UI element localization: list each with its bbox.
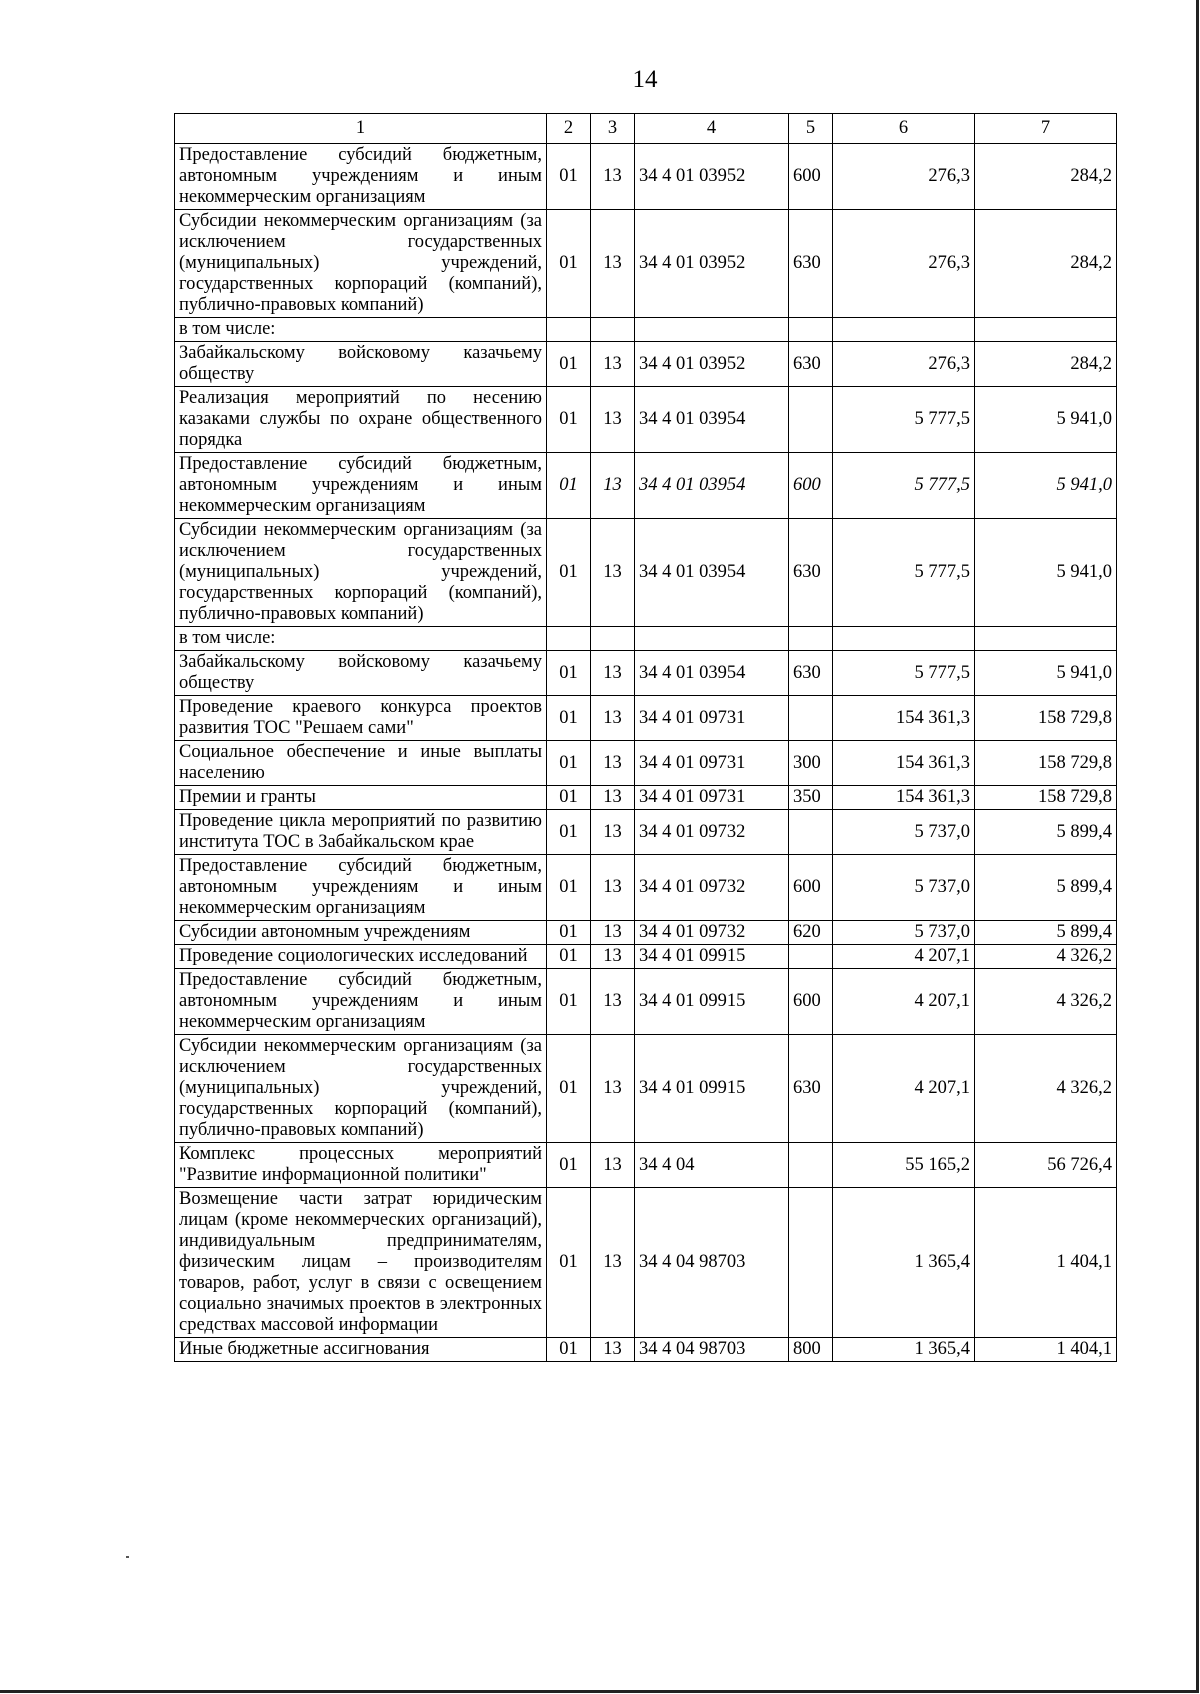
target-article-cell: 34 4 01 09731: [635, 741, 789, 786]
subsection-cell: 13: [591, 921, 635, 945]
subsection-cell: 13: [591, 519, 635, 627]
row-name-cell: Иные бюджетные ассигнования: [175, 1338, 547, 1362]
header-cell: 3: [591, 114, 635, 144]
header-row: [175, 114, 1117, 144]
expense-type-cell: 300: [789, 741, 833, 786]
target-article-cell: 34 4 01 09915: [635, 969, 789, 1035]
table-row: [175, 519, 1117, 627]
amount-year2-cell: 5 899,4: [975, 921, 1117, 945]
amount-year1-cell: 276,3: [833, 342, 975, 387]
expense-type-cell: 630: [789, 519, 833, 627]
expense-type-cell: [789, 696, 833, 741]
row-name-cell: Реализация мероприятий по несению казаками службы по охране общественного порядка: [175, 387, 547, 453]
section-cell: 01: [547, 1143, 591, 1188]
expense-type-cell: 630: [789, 651, 833, 696]
section-cell: 01: [547, 855, 591, 921]
expense-type-cell: [789, 810, 833, 855]
amount-year2-cell: 284,2: [975, 144, 1117, 210]
table-row: [175, 921, 1117, 945]
table-row: [175, 627, 1117, 651]
section-cell: 01: [547, 945, 591, 969]
amount-year2-cell: [975, 627, 1117, 651]
expense-type-cell: [789, 387, 833, 453]
table-row: [175, 210, 1117, 318]
table-row: [175, 1338, 1117, 1362]
expense-type-cell: 600: [789, 453, 833, 519]
row-name-cell: Проведение цикла мероприятий по развитию института ТОС в Забайкальском крае: [175, 810, 547, 855]
target-article-cell: 34 4 01 09732: [635, 810, 789, 855]
amount-year2-cell: 1 404,1: [975, 1338, 1117, 1362]
amount-year2-cell: 5 899,4: [975, 810, 1117, 855]
amount-year1-cell: 5 737,0: [833, 855, 975, 921]
amount-year1-cell: 4 207,1: [833, 969, 975, 1035]
expense-type-cell: [789, 1188, 833, 1338]
table-row: [175, 651, 1117, 696]
header-cell: 7: [975, 114, 1117, 144]
amount-year2-cell: 158 729,8: [975, 786, 1117, 810]
row-name-cell: Забайкальскому войсковому казачьему обществу: [175, 651, 547, 696]
table-row: [175, 342, 1117, 387]
subsection-cell: 13: [591, 969, 635, 1035]
section-cell: [547, 627, 591, 651]
section-cell: 01: [547, 696, 591, 741]
section-cell: 01: [547, 810, 591, 855]
amount-year2-cell: 158 729,8: [975, 741, 1117, 786]
subsection-cell: 13: [591, 696, 635, 741]
target-article-cell: [635, 318, 789, 342]
section-cell: 01: [547, 1188, 591, 1338]
table-row: [175, 696, 1117, 741]
amount-year2-cell: 158 729,8: [975, 696, 1117, 741]
amount-year1-cell: 4 207,1: [833, 1035, 975, 1143]
target-article-cell: 34 4 01 03952: [635, 210, 789, 318]
section-cell: 01: [547, 387, 591, 453]
amount-year2-cell: 4 326,2: [975, 945, 1117, 969]
amount-year1-cell: [833, 318, 975, 342]
row-name-cell: Субсидии некоммерческим организациям (за исключением государственных (муниципальных) учреждений, государственных корпораций (компаний), публично-правовых компаний): [175, 519, 547, 627]
table-row: [175, 387, 1117, 453]
subsection-cell: 13: [591, 855, 635, 921]
row-name-cell: Предоставление субсидий бюджетным, автономным учреждениям и иным некоммерческим организациям: [175, 453, 547, 519]
section-cell: 01: [547, 969, 591, 1035]
amount-year1-cell: 154 361,3: [833, 696, 975, 741]
amount-year1-cell: 154 361,3: [833, 786, 975, 810]
row-name-cell: Проведение краевого конкурса проектов развития ТОС "Решаем сами": [175, 696, 547, 741]
table-row: [175, 855, 1117, 921]
amount-year2-cell: [975, 318, 1117, 342]
subsection-cell: 13: [591, 1143, 635, 1188]
expense-type-cell: 620: [789, 921, 833, 945]
subsection-cell: 13: [591, 945, 635, 969]
amount-year1-cell: [833, 627, 975, 651]
amount-year1-cell: 276,3: [833, 144, 975, 210]
expense-type-cell: [789, 945, 833, 969]
expense-type-cell: 600: [789, 969, 833, 1035]
table-row: [175, 144, 1117, 210]
target-article-cell: 34 4 01 09731: [635, 696, 789, 741]
header-cell: 2: [547, 114, 591, 144]
row-name-cell: Забайкальскому войсковому казачьему обществу: [175, 342, 547, 387]
section-cell: 01: [547, 921, 591, 945]
header-cell: 1: [175, 114, 547, 144]
target-article-cell: 34 4 01 03954: [635, 387, 789, 453]
subsection-cell: 13: [591, 210, 635, 318]
amount-year2-cell: 4 326,2: [975, 1035, 1117, 1143]
table-row: [175, 786, 1117, 810]
row-name-cell: Субсидии автономным учреждениям: [175, 921, 547, 945]
table-row: [175, 318, 1117, 342]
row-name-cell: Субсидии некоммерческим организациям (за исключением государственных (муниципальных) учреждений, государственных корпораций (компаний), публично-правовых компаний): [175, 210, 547, 318]
header-cell: 4: [635, 114, 789, 144]
table-row: [175, 1035, 1117, 1143]
target-article-cell: 34 4 01 09732: [635, 855, 789, 921]
amount-year2-cell: 5 941,0: [975, 651, 1117, 696]
target-article-cell: 34 4 01 09731: [635, 786, 789, 810]
amount-year1-cell: 5 737,0: [833, 921, 975, 945]
section-cell: 01: [547, 342, 591, 387]
table-row: [175, 810, 1117, 855]
table-row: [175, 969, 1117, 1035]
subsection-cell: 13: [591, 786, 635, 810]
row-name-cell: Субсидии некоммерческим организациям (за исключением государственных (муниципальных) учреждений, государственных корпораций (компаний), публично-правовых компаний): [175, 1035, 547, 1143]
row-name-cell: Проведение социологических исследований: [175, 945, 547, 969]
amount-year1-cell: 55 165,2: [833, 1143, 975, 1188]
section-cell: 01: [547, 144, 591, 210]
subsection-cell: 13: [591, 651, 635, 696]
budget-table: [174, 113, 1117, 1362]
amount-year2-cell: 5 941,0: [975, 519, 1117, 627]
amount-year2-cell: 56 726,4: [975, 1143, 1117, 1188]
amount-year1-cell: 5 777,5: [833, 453, 975, 519]
amount-year2-cell: 284,2: [975, 210, 1117, 318]
expense-type-cell: 600: [789, 144, 833, 210]
target-article-cell: 34 4 01 03952: [635, 144, 789, 210]
row-name-cell: Предоставление субсидий бюджетным, автономным учреждениям и иным некоммерческим организациям: [175, 144, 547, 210]
expense-type-cell: [789, 318, 833, 342]
table-row: [175, 1143, 1117, 1188]
subsection-cell: [591, 318, 635, 342]
subsection-cell: 13: [591, 453, 635, 519]
subsection-cell: [591, 627, 635, 651]
target-article-cell: 34 4 01 03954: [635, 453, 789, 519]
amount-year2-cell: 4 326,2: [975, 969, 1117, 1035]
target-article-cell: 34 4 01 09915: [635, 945, 789, 969]
section-cell: 01: [547, 1035, 591, 1143]
section-cell: 01: [547, 1338, 591, 1362]
target-article-cell: 34 4 01 03954: [635, 519, 789, 627]
expense-type-cell: 350: [789, 786, 833, 810]
amount-year1-cell: 1 365,4: [833, 1338, 975, 1362]
stray-mark: [126, 1556, 129, 1558]
row-name-cell: Комплекс процессных мероприятий "Развитие информационной политики": [175, 1143, 547, 1188]
row-name-cell: Предоставление субсидий бюджетным, автономным учреждениям и иным некоммерческим организациям: [175, 855, 547, 921]
section-cell: 01: [547, 651, 591, 696]
table-row: [175, 945, 1117, 969]
row-name-cell: в том числе:: [175, 627, 547, 651]
amount-year1-cell: 1 365,4: [833, 1188, 975, 1338]
target-article-cell: 34 4 01 03952: [635, 342, 789, 387]
amount-year1-cell: 5 777,5: [833, 651, 975, 696]
subsection-cell: 13: [591, 810, 635, 855]
target-article-cell: 34 4 01 09915: [635, 1035, 789, 1143]
amount-year1-cell: 154 361,3: [833, 741, 975, 786]
target-article-cell: 34 4 04 98703: [635, 1188, 789, 1338]
target-article-cell: 34 4 01 03954: [635, 651, 789, 696]
section-cell: 01: [547, 210, 591, 318]
row-name-cell: Предоставление субсидий бюджетным, автономным учреждениям и иным некоммерческим организациям: [175, 969, 547, 1035]
section-cell: 01: [547, 519, 591, 627]
amount-year2-cell: 5 899,4: [975, 855, 1117, 921]
section-cell: 01: [547, 453, 591, 519]
target-article-cell: [635, 627, 789, 651]
row-name-cell: Премии и гранты: [175, 786, 547, 810]
section-cell: 01: [547, 741, 591, 786]
table-row: [175, 1188, 1117, 1338]
table-row: [175, 453, 1117, 519]
amount-year2-cell: 5 941,0: [975, 387, 1117, 453]
section-cell: [547, 318, 591, 342]
expense-type-cell: 800: [789, 1338, 833, 1362]
row-name-cell: Социальное обеспечение и иные выплаты населению: [175, 741, 547, 786]
section-cell: 01: [547, 786, 591, 810]
amount-year2-cell: 1 404,1: [975, 1188, 1117, 1338]
amount-year2-cell: 5 941,0: [975, 453, 1117, 519]
expense-type-cell: 600: [789, 855, 833, 921]
amount-year1-cell: 5 737,0: [833, 810, 975, 855]
amount-year2-cell: 284,2: [975, 342, 1117, 387]
page-number: 14: [632, 66, 658, 93]
target-article-cell: 34 4 04 98703: [635, 1338, 789, 1362]
subsection-cell: 13: [591, 1188, 635, 1338]
expense-type-cell: 630: [789, 342, 833, 387]
subsection-cell: 13: [591, 1035, 635, 1143]
header-cell: 6: [833, 114, 975, 144]
subsection-cell: 13: [591, 342, 635, 387]
row-name-cell: Возмещение части затрат юридическим лицам (кроме некоммерческих организаций), индивидуальным предпринимателям, физическим лицам – производителям товаров, работ, услуг в связи с освещением социально значимых проектов в электронных средствах массовой информации: [175, 1188, 547, 1338]
amount-year1-cell: 5 777,5: [833, 387, 975, 453]
amount-year1-cell: 276,3: [833, 210, 975, 318]
target-article-cell: 34 4 01 09732: [635, 921, 789, 945]
target-article-cell: 34 4 04: [635, 1143, 789, 1188]
subsection-cell: 13: [591, 741, 635, 786]
table-row: [175, 741, 1117, 786]
expense-type-cell: [789, 627, 833, 651]
amount-year1-cell: 4 207,1: [833, 945, 975, 969]
header-cell: 5: [789, 114, 833, 144]
subsection-cell: 13: [591, 144, 635, 210]
subsection-cell: 13: [591, 1338, 635, 1362]
amount-year1-cell: 5 777,5: [833, 519, 975, 627]
subsection-cell: 13: [591, 387, 635, 453]
expense-type-cell: [789, 1143, 833, 1188]
expense-type-cell: 630: [789, 1035, 833, 1143]
expense-type-cell: 630: [789, 210, 833, 318]
row-name-cell: в том числе:: [175, 318, 547, 342]
